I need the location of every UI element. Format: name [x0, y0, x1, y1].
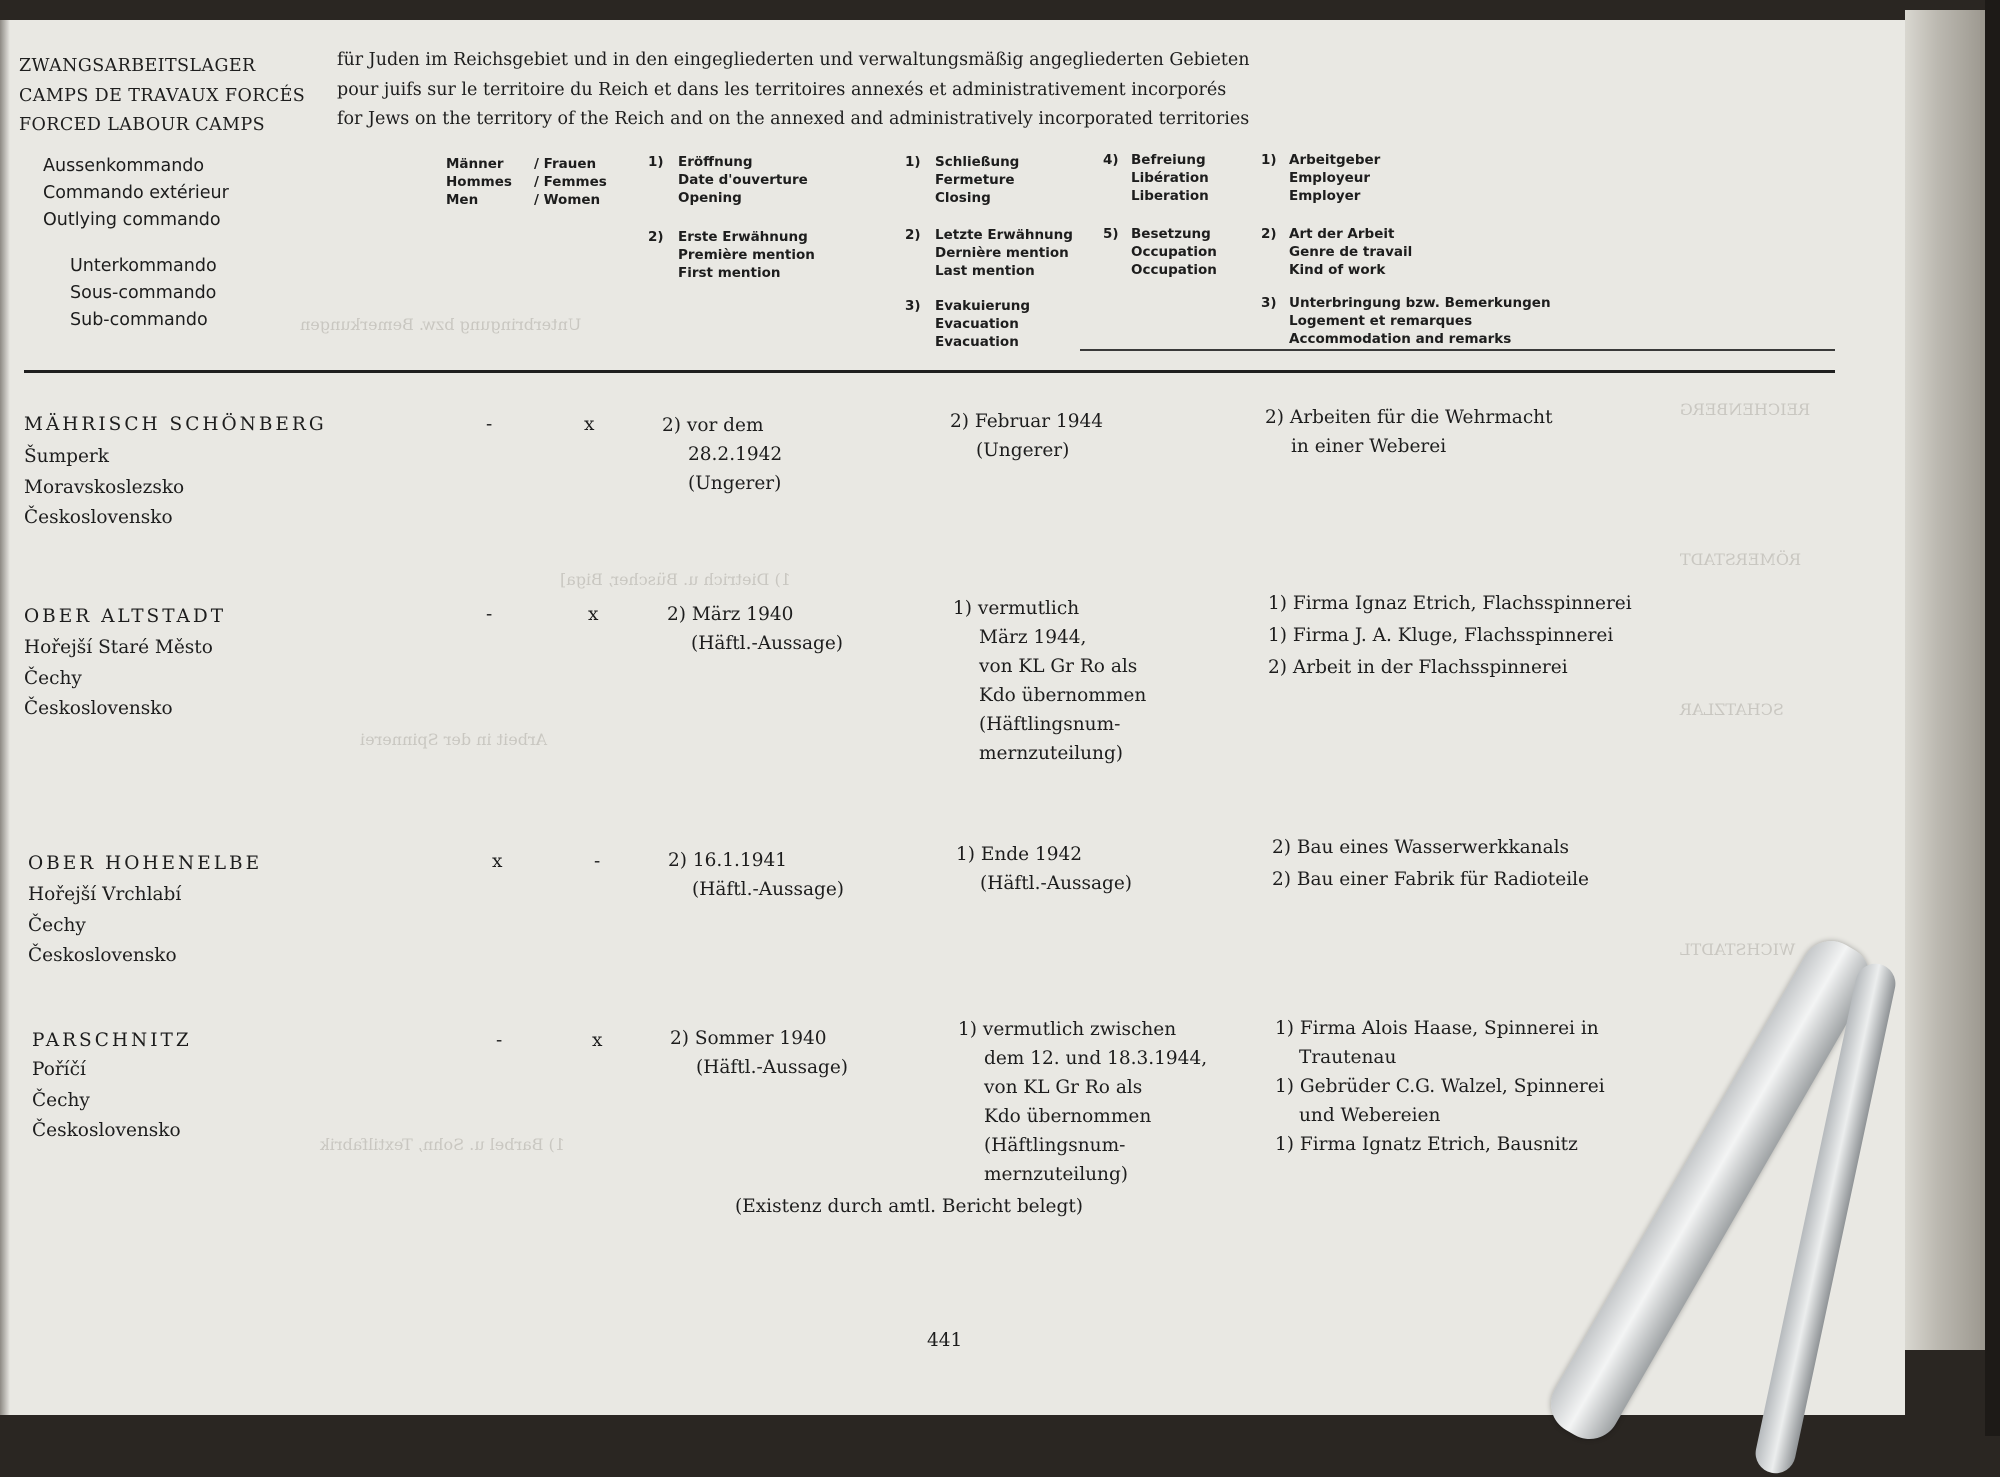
opening-line: (Ungerer) — [688, 473, 782, 494]
closing-line: 1) Ende 1942 — [956, 844, 1083, 865]
opening-cell — [670, 1024, 848, 1082]
unterkommando-en: Sub-commando — [70, 310, 208, 330]
camp-name: OBER HOHENELBE — [28, 853, 263, 874]
unterkommando-de: Unterkommando — [70, 256, 217, 276]
closing-number: 1) — [905, 154, 921, 170]
women-mark: x — [592, 1030, 603, 1051]
book-binding — [1985, 0, 2000, 1436]
work-line: 1) Firma Ignatz Etrich, Bausnitz — [1275, 1134, 1578, 1155]
occupation-de: Besetzung — [1131, 226, 1211, 242]
title-line-fr: CAMPS DE TRAVAUX FORCÉS — [19, 85, 306, 106]
work-kind-number: 2) — [1261, 226, 1277, 242]
work-line: 1) Firma Alois Haase, Spinnerei in — [1275, 1018, 1599, 1039]
location-town: Hořejší Staré Město — [24, 637, 213, 658]
work-line: 1) Gebrüder C.G. Walzel, Spinnerei — [1275, 1076, 1605, 1097]
work-line: in einer Weberei — [1291, 436, 1447, 457]
page-gutter — [0, 20, 10, 1415]
closing-fr: Fermeture — [935, 172, 1015, 188]
evacuation-de: Evakuierung — [935, 298, 1031, 314]
book-page — [0, 20, 1905, 1415]
closing-cell — [956, 840, 1132, 898]
accommodation-number: 3) — [1261, 295, 1277, 311]
men-label-fr: Hommes — [446, 174, 512, 190]
work-line: 2) Arbeit in der Flachsspinnerei — [1268, 657, 1568, 678]
men-mark: - — [486, 414, 493, 435]
last-mention-number: 2) — [905, 227, 921, 243]
aussenkommando-label — [43, 153, 229, 234]
work-line: und Webereien — [1299, 1105, 1441, 1126]
work-line: Trautenau — [1299, 1047, 1397, 1068]
work-cell — [1265, 403, 1553, 461]
bleed-through-text: Unterbringung bzw. Bemerkungen — [300, 315, 582, 334]
occupation-en: Occupation — [1131, 262, 1217, 278]
men-mark: - — [496, 1030, 503, 1051]
closing-line: Kdo übernommen — [979, 685, 1147, 706]
work-kind-de: Art der Arbeit — [1289, 226, 1395, 242]
closing-line: (Häftlingsnum- — [979, 714, 1121, 735]
work-cell — [1275, 1014, 1605, 1159]
closing-cell — [950, 407, 1103, 465]
unterkommando-fr: Sous-commando — [70, 283, 217, 303]
men-mark: x — [492, 851, 503, 872]
closing-line: von KL Gr Ro als — [984, 1077, 1143, 1098]
closing-line: 1) vermutlich zwischen — [958, 1019, 1177, 1040]
first-mention-fr: Première mention — [678, 247, 815, 263]
work-cell — [1272, 832, 1589, 896]
title-line-en: FORCED LABOUR CAMPS — [19, 115, 266, 135]
title-line-de: ZWANGSARBEITSLAGER — [19, 56, 256, 76]
work-line: 1) Firma J. A. Kluge, Flachsspinnerei — [1268, 625, 1614, 646]
location-country: Československo — [24, 507, 173, 528]
aussenkommando-de: Aussenkommando — [43, 156, 205, 176]
closing-line: (Häftl.-Aussage) — [980, 873, 1133, 894]
work-kind-fr: Genre de travail — [1289, 244, 1413, 260]
opening-line: 2) vor dem — [662, 415, 764, 436]
location-town: Poříčí — [32, 1059, 86, 1080]
opening-cell — [667, 600, 843, 658]
work-line: 1) Firma Ignaz Etrich, Flachsspinnerei — [1268, 593, 1632, 614]
bleed-through-text: 1) Barbel u. Sohn, Textilfabrik — [320, 1135, 565, 1154]
evacuation-en: Evacuation — [935, 334, 1019, 350]
last-mention-de: Letzte Erwähnung — [935, 227, 1073, 243]
closing-cell — [958, 1015, 1207, 1189]
women-label-fr: / Femmes — [534, 174, 607, 190]
evacuation-fr: Evacuation — [935, 316, 1019, 332]
column-header-employer — [1261, 151, 1380, 205]
accommodation-fr: Logement et remarques — [1289, 313, 1473, 329]
closing-line: März 1944, — [979, 627, 1087, 648]
bleed-through-text: 1) Dietrich u. Büscher, Biga] — [560, 570, 791, 589]
camp-location — [24, 633, 213, 725]
description-line-fr: pour juifs sur le territoire du Reich et dans les territoires annexés et administrativement incorporés — [337, 79, 1227, 100]
opening-cell — [668, 846, 844, 904]
page-title — [19, 52, 305, 141]
closing-de: Schließung — [935, 154, 1020, 170]
column-header-liberation — [1103, 151, 1209, 205]
occupation-number: 5) — [1103, 226, 1119, 242]
closing-line: von KL Gr Ro als — [979, 656, 1138, 677]
men-mark: - — [486, 604, 493, 625]
closing-line: dem 12. und 18.3.1944, — [984, 1048, 1208, 1069]
column-header-first-mention — [648, 228, 815, 282]
closing-line: 2) Februar 1944 — [950, 411, 1104, 432]
location-town: Hořejší Vrchlabí — [28, 884, 182, 905]
women-mark: x — [584, 414, 595, 435]
liberation-de: Befreiung — [1131, 152, 1206, 168]
employer-en: Employer — [1289, 188, 1361, 204]
location-country: Československo — [28, 945, 177, 966]
opening-line: (Häftl.-Aussage) — [691, 633, 844, 654]
column-header-occupation — [1103, 225, 1217, 279]
header-divider — [24, 370, 1835, 373]
page-number: 441 — [927, 1330, 963, 1351]
women-mark: - — [594, 851, 601, 872]
closing-line: Kdo übernommen — [984, 1106, 1152, 1127]
book-page-edges — [1905, 10, 1985, 1350]
camp-location — [32, 1055, 181, 1147]
employer-fr: Employeur — [1289, 170, 1371, 186]
column-header-closing — [905, 153, 1019, 207]
column-header-last-mention — [905, 226, 1073, 280]
column-header-men-women — [446, 155, 607, 209]
unterkommando-label — [70, 253, 217, 334]
bleed-through-text: WICHSTADTL — [1680, 940, 1796, 959]
last-mention-fr: Dernière mention — [935, 245, 1069, 261]
location-region: Moravskoslezsko — [24, 476, 185, 498]
column-header-accommodation — [1261, 294, 1551, 348]
column-header-opening — [648, 153, 808, 207]
location-region: Čechy — [28, 914, 86, 936]
location-country: Československo — [32, 1120, 181, 1141]
opening-de: Eröffnung — [678, 154, 753, 170]
men-label-de: Männer — [446, 156, 504, 172]
column-header-work-kind — [1261, 225, 1412, 279]
header-rule-short — [1080, 349, 1835, 351]
camp-name: OBER ALTSTADT — [24, 606, 227, 627]
camp-location — [28, 880, 181, 972]
accommodation-de: Unterbringung bzw. Bemerkungen — [1289, 295, 1551, 311]
closing-line: mernzuteilung) — [979, 743, 1124, 764]
women-label-en: / Women — [534, 192, 601, 208]
location-country: Československo — [24, 698, 173, 719]
location-region: Čechy — [32, 1089, 90, 1111]
opening-cell — [662, 411, 782, 498]
camp-name: MÄHRISCH SCHÖNBERG — [24, 414, 327, 435]
description-line-de: für Juden im Reichsgebiet und in den eingegliederten und verwaltungsmäßig angegliederten Gebieten — [337, 50, 1250, 70]
liberation-number: 4) — [1103, 152, 1119, 168]
aussenkommando-fr: Commando extérieur — [43, 183, 229, 203]
closing-line: (Häftlingsnum- — [984, 1135, 1126, 1156]
first-mention-en: First mention — [678, 265, 781, 281]
camp-name: PARSCHNITZ — [32, 1030, 192, 1051]
work-line: 2) Arbeiten für die Wehrmacht — [1265, 407, 1553, 428]
bleed-through-text: SCHATZLAR — [1680, 700, 1784, 719]
opening-number: 1) — [648, 154, 664, 170]
opening-line: 28.2.1942 — [688, 444, 783, 465]
opening-line: 2) Sommer 1940 — [670, 1028, 827, 1049]
bleed-through-text: Arbeit in der Spinnerei — [360, 730, 548, 749]
closing-en: Closing — [935, 190, 991, 206]
page-description — [337, 46, 1250, 135]
first-mention-number: 2) — [648, 229, 664, 245]
occupation-fr: Occupation — [1131, 244, 1217, 260]
aussenkommando-en: Outlying commando — [43, 210, 221, 230]
evacuation-number: 3) — [905, 298, 921, 314]
men-label-en: Men — [446, 192, 479, 208]
closing-line: (Ungerer) — [976, 440, 1070, 461]
closing-cell — [953, 594, 1146, 768]
first-mention-de: Erste Erwähnung — [678, 229, 808, 245]
location-region: Čechy — [24, 667, 82, 689]
opening-en: Opening — [678, 190, 742, 206]
closing-line: 1) vermutlich — [953, 598, 1080, 619]
liberation-fr: Libération — [1131, 170, 1209, 186]
employer-de: Arbeitgeber — [1289, 152, 1381, 168]
opening-line: (Häftl.-Aussage) — [696, 1057, 849, 1078]
bleed-through-text: REICHENBERG — [1680, 400, 1811, 419]
opening-line: 2) 16.1.1941 — [668, 850, 788, 871]
accommodation-en: Accommodation and remarks — [1289, 331, 1512, 347]
last-mention-en: Last mention — [935, 263, 1035, 279]
women-mark: x — [588, 604, 599, 625]
work-line: 2) Bau einer Fabrik für Radioteile — [1272, 869, 1589, 890]
bleed-through-text: RÖMERSTADT — [1680, 550, 1802, 569]
work-kind-en: Kind of work — [1289, 262, 1386, 278]
opening-line: (Häftl.-Aussage) — [692, 879, 845, 900]
description-line-en: for Jews on the territory of the Reich and on the annexed and administratively incorporated territories — [337, 109, 1250, 129]
work-line: 2) Bau eines Wasserwerkkanals — [1272, 837, 1570, 858]
closing-line: mernzuteilung) — [984, 1164, 1129, 1185]
liberation-en: Liberation — [1131, 188, 1209, 204]
footnote: (Existenz durch amtl. Bericht belegt) — [735, 1196, 1083, 1217]
work-cell — [1268, 588, 1632, 684]
camp-location — [24, 442, 184, 534]
opening-fr: Date d'ouverture — [678, 172, 808, 188]
column-header-evacuation — [905, 297, 1030, 351]
women-label-de: / Frauen — [534, 156, 597, 172]
employer-number: 1) — [1261, 152, 1277, 168]
opening-line: 2) März 1940 — [667, 604, 794, 625]
location-town: Šumperk — [24, 446, 109, 467]
